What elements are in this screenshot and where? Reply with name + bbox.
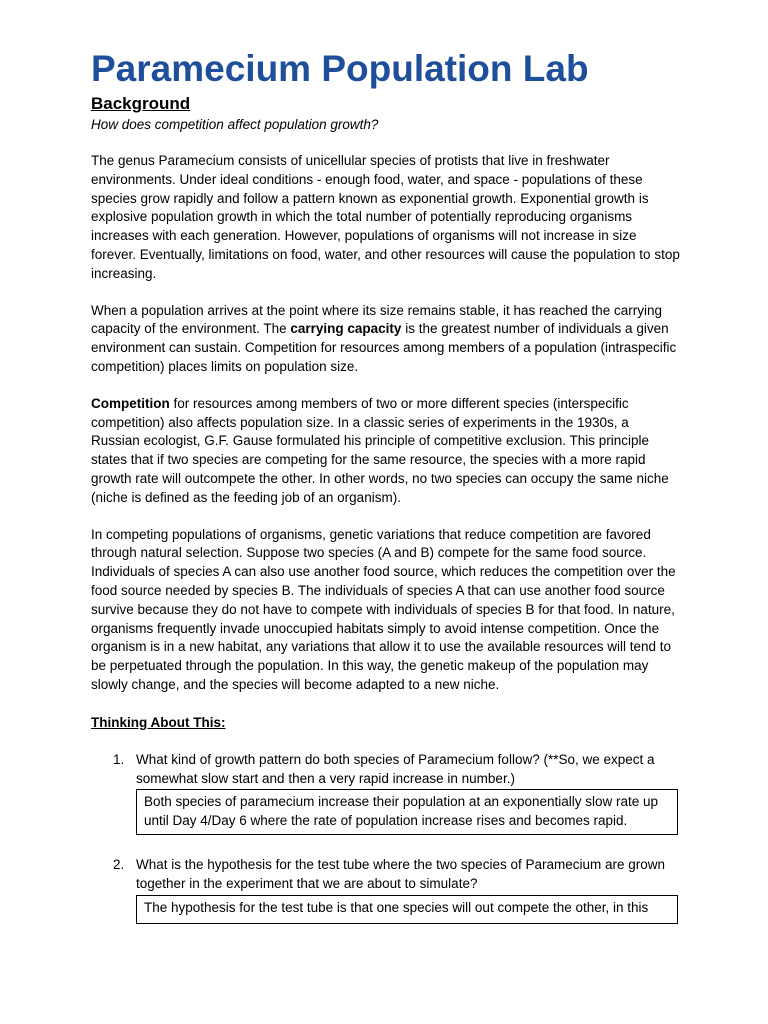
- background-heading: Background: [91, 94, 191, 113]
- term-competition: Competition: [91, 395, 170, 411]
- question-text: What kind of growth pattern do both species of Paramecium follow? (**So, we expect a somewhat slow start and then a very rapid increase in number.): [136, 751, 655, 786]
- question-item-2: [91, 856, 681, 924]
- paragraph-natural-selection: In competing populations of organisms, genetic variations that reduce competition are favored through natural selection. Suppose two species (A and B) compete for the same food source. Individuals of species A can also use another food source, which reduces the competition over the food source needed by species B. The individuals of species A that can use another food source survive because they do not have to compete with individuals of species B for that food. In nature, organisms frequently invade unoccupied habitats simply to avoid intense competition. Once the organism is in a new habitat, any variations that allow it to use the available resources will tend to be perpetuated through the population. In this way, the genetic makeup of the population may slowly change, and the species will become adapted to a new niche.: [91, 526, 676, 692]
- page-title: Paramecium Population Lab: [91, 48, 589, 89]
- answer-box-2[interactable]: The hypothesis for the test tube is that one species will out compete the other, in this: [136, 895, 678, 924]
- question-number: 1.: [113, 751, 125, 767]
- question-list: [91, 751, 681, 924]
- paragraph-carrying-capacity: [91, 302, 681, 377]
- question-item-1: [91, 751, 681, 835]
- paragraph-exponential-growth: The genus Paramecium consists of unicellular species of protists that live in freshwater environments. Under ideal conditions - enough food, water, and space - populations of these species grow rapidly and follow a pattern known as exponential growth. Exponential growth is explosive population growth in which the total number of potentially reproducing organisms increases with each generation. However, populations of organisms will not increase in size forever. Eventually, limitations on food, water, and other resources will cause the population to stop increasing.: [91, 153, 680, 281]
- term-carrying-capacity: carrying capacity: [290, 321, 402, 337]
- question-number: 2.: [113, 856, 125, 872]
- paragraph-text: When a population arrives at the point where its size remains stable, it has reached the carrying capacity of the environment. The: [91, 302, 663, 337]
- paragraph-text: for resources among members of two or more different species (interspecific competition) also affects population size. In a classic series of experiments in the 1930s, a Russian ecologist, G.F. Gause formulated his principle of competitive exclusion. This principle states that if two species are competing for the same resource, the species with a more rapid growth rate will outcompete the other. In other words, no two species can occupy the same niche (niche is defined as the feeding job of an organism).: [91, 395, 669, 505]
- answer-box-1[interactable]: Both species of paramecium increase their population at an exponentially slow rate up until Day 4/Day 6 where the rate of population increase rises and becomes rapid.: [136, 789, 678, 835]
- document-page: [91, 46, 681, 924]
- paragraph-competition: [91, 395, 681, 508]
- paragraph-text: is the greatest number of individuals a given environment can sustain. Competition for resources among members of a population (intraspecific competition) places limits on population size.: [91, 321, 677, 374]
- guiding-question: How does competition affect population growth?: [91, 117, 379, 132]
- thinking-heading: Thinking About This:: [91, 714, 226, 730]
- question-text: What is the hypothesis for the test tube where the two species of Paramecium are grown together in the experiment that we are about to simulate?: [136, 856, 666, 891]
